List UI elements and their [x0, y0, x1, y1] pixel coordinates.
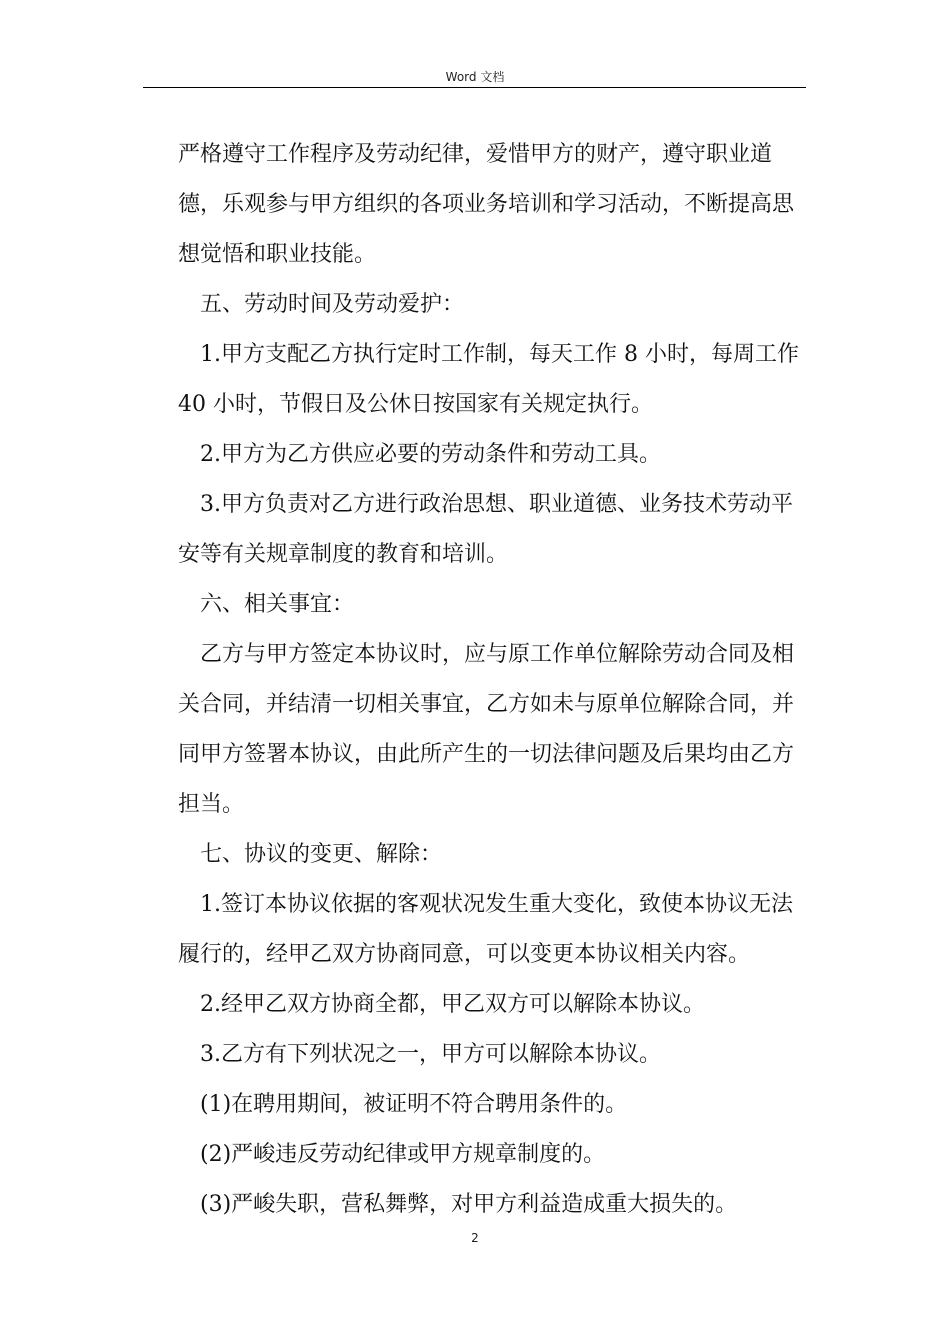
list-item: (1)在聘用期间，被证明不符合聘用条件的。 [200, 1092, 628, 1117]
list-item: (3)严峻失职，营私舞弊，对甲方利益造成重大损失的。 [200, 1192, 738, 1217]
list-item: (2)严峻违反劳动纪律或甲方规章制度的。 [200, 1142, 606, 1167]
document-body [178, 130, 812, 1230]
section-heading: 六、相关事宜： [200, 592, 355, 617]
paragraph: 2.甲方为乙方供应必要的劳动条件和劳动工具。 [200, 442, 661, 467]
section-heading: 五、劳动时间及劳动爱护： [200, 292, 465, 317]
paragraph: 1.签订本协议依据的客观状况发生重大变化，致使本协议无法履行的，经甲乙双方协商同意，可以变更本协议相关内容。 [178, 892, 793, 967]
paragraph: 2.经甲乙双方协商全都，甲乙双方可以解除本协议。 [200, 992, 705, 1017]
section-heading: 七、协议的变更、解除： [200, 842, 443, 867]
header-divider [143, 87, 806, 88]
paragraph: 严格遵守工作程序及劳动纪律，爱惜甲方的财产，遵守职业道德，乐观参与甲方组织的各项业务培训和学习活动，不断提高思想觉悟和职业技能。 [178, 142, 795, 267]
paragraph: 1.甲方支配乙方执行定时工作制，每天工作 8 小时，每周工作 40 小时，节假日及公休日按国家有关规定执行。 [178, 342, 799, 417]
paragraph: 3.甲方负责对乙方进行政治思想、职业道德、业务技术劳动平安等有关规章制度的教育和培训。 [178, 492, 793, 567]
header-title: Word 文档 [445, 70, 505, 84]
paragraph: 乙方与甲方签定本协议时，应与原工作单位解除劳动合同及相关合同，并结清一切相关事宜，乙方如未与原单位解除合同，并同甲方签署本协议，由此所产生的一切法律问题及后果均由乙方担当。 [178, 642, 795, 817]
paragraph: 3.乙方有下列状况之一，甲方可以解除本协议。 [200, 1042, 661, 1067]
page-number: 2 [471, 1231, 479, 1245]
